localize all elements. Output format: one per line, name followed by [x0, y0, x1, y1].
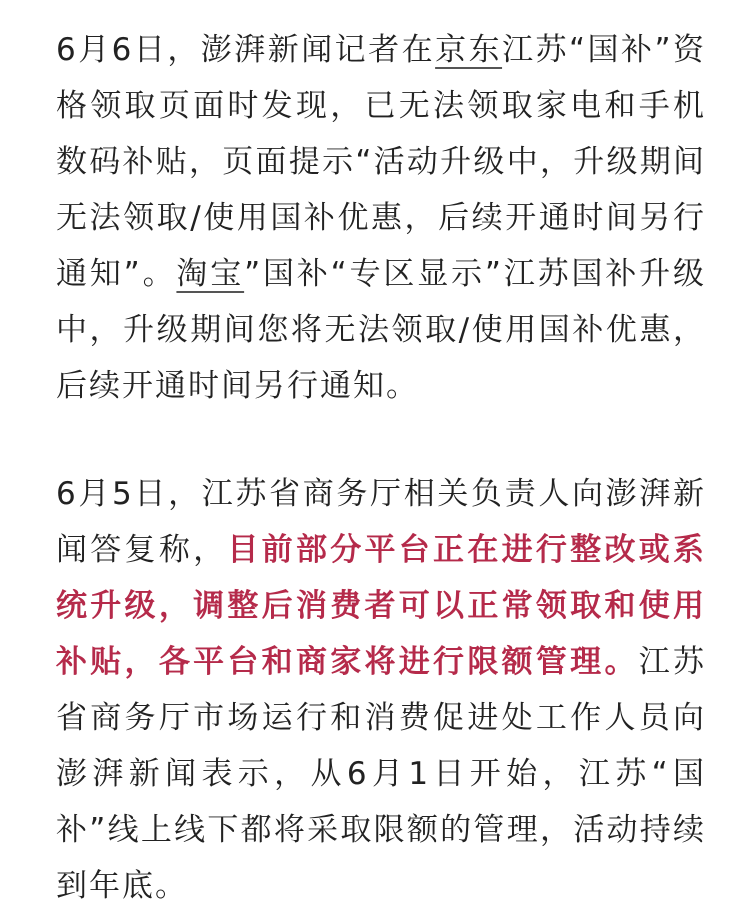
paragraph-text: 江苏省商务厅市场运行和消费促进处工作人员向澎湃新闻表示，从6月1日开始，江苏“国补”线上线下都将采取限额的管理，活动持续到年底。: [56, 644, 707, 904]
article-body: [56, 22, 706, 914]
jd-link[interactable]: 京东: [435, 32, 503, 68]
paragraph-text: ”国补“专区显示”江苏国补升级中，升级期间您将无法领取/使用国补优惠，后续开通时间另行通知。: [56, 256, 707, 404]
paragraph-text: 6月5日，江苏省商务厅相关负责人向澎湃新闻答复称，: [56, 476, 706, 568]
paragraph-text: 江苏“国补”资格领取页面时发现，已无法领取家电和手机数码补贴，页面提示“活动升级中，升级期间无法领取/使用国补优惠，后续开通时间另行通知”。: [56, 32, 707, 292]
emphasized-text: 目前部分平台正在进行整改或系统升级，调整后消费者可以正常领取和使用补贴，各平台和商家将进行限额管理。: [56, 532, 707, 680]
paragraph-2: [56, 466, 706, 914]
paragraph-1: [56, 22, 706, 414]
taobao-link[interactable]: 淘宝: [176, 256, 245, 292]
paragraph-text: 6月6日，澎湃新闻记者在: [56, 32, 436, 68]
